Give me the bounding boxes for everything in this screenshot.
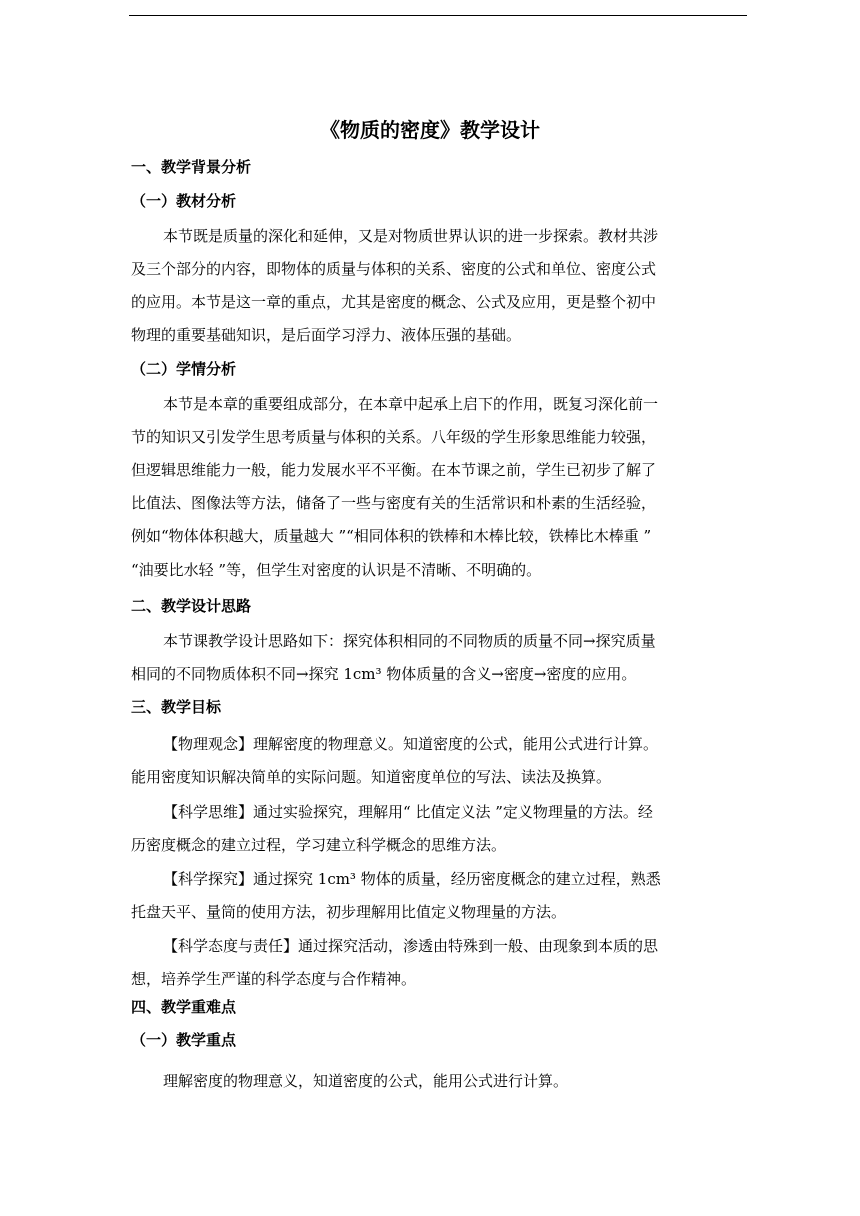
- header-rule: [129, 15, 747, 16]
- paragraph-line: 本节既是质量的深化和延伸，又是对物质世界认识的进一步探索。教材共涉: [163, 227, 659, 245]
- paragraph-line: 相同的不同物质体积不同→探究 1cm³ 物体质量的含义→密度→密度的应用。: [131, 665, 637, 683]
- paragraph-line: “油要比水轻 ”等，但学生对密度的认识是不清晰、不明确的。: [131, 561, 542, 579]
- paragraph-line: 比值法、图像法等方法，储备了一些与密度有关的生活常识和朴素的生活经验，: [131, 494, 657, 512]
- paragraph-line: 例如“物体体积越大，质量越大 ”“相同体积的铁棒和木棒比较，铁棒比木棒重 ”: [131, 527, 652, 545]
- document-title: 《物质的密度》教学设计: [320, 118, 540, 142]
- section-2-heading: 二、教学设计思路: [131, 597, 252, 615]
- section-4-heading: 四、教学重难点: [131, 998, 237, 1016]
- paragraph-line: 理解密度的物理意义，知道密度的公式，能用公式进行计算。: [163, 1072, 569, 1090]
- goal-physics-concept-cont: 能用密度知识解决简单的实际问题。知道密度单位的写法、读法及换算。: [131, 768, 612, 786]
- goal-attitude-responsibility-cont: 想，培养学生严谨的科学态度与合作精神。: [131, 970, 417, 988]
- section-1-1-heading: （一）教材分析: [131, 192, 237, 210]
- goal-physics-concept: 【物理观念】理解密度的物理意义。知道密度的公式，能用公式进行计算。: [163, 735, 659, 753]
- goal-scientific-thinking-cont: 历密度概念的建立过程，学习建立科学概念的思维方法。: [131, 836, 507, 854]
- section-1-2-heading: （二）学情分析: [131, 360, 237, 378]
- paragraph-line: 本节课教学设计思路如下：探究体积相同的不同物质的质量不同→探究质量: [163, 632, 656, 650]
- goal-attitude-responsibility: 【科学态度与责任】通过探究活动，渗透由特殊到一般、由现象到本质的思: [163, 937, 659, 955]
- goal-scientific-inquiry-cont: 托盘天平、量筒的使用方法，初步理解用比值定义物理量的方法。: [131, 903, 567, 921]
- section-4-1-heading: （一）教学重点: [131, 1031, 237, 1049]
- paragraph-line: 的应用。本节是这一章的重点，尤其是密度的概念、公式及应用，更是整个初中: [131, 293, 657, 311]
- paragraph-line: 但逻辑思维能力一般，能力发展水平不平衡。在本节课之前，学生已初步了解了: [131, 461, 657, 479]
- paragraph-line: 及三个部分的内容，即物体的质量与体积的关系、密度的公式和单位、密度公式: [131, 260, 657, 278]
- goal-scientific-inquiry: 【科学探究】通过探究 1cm³ 物体的质量，经历密度概念的建立过程，熟悉: [163, 870, 661, 888]
- paragraph-line: 物理的重要基础知识，是后面学习浮力、液体压强的基础。: [131, 326, 522, 344]
- goal-scientific-thinking: 【科学思维】通过实验探究，理解用“ 比值定义法 ”定义物理量的方法。经: [163, 803, 653, 821]
- paragraph-line: 节的知识又引发学生思考质量与体积的关系。八年级的学生形象思维能力较强，: [131, 428, 657, 446]
- paragraph-line: 本节是本章的重要组成部分，在本章中起承上启下的作用，既复习深化前一: [163, 395, 659, 413]
- section-3-heading: 三、教学目标: [131, 698, 222, 716]
- section-1-heading: 一、教学背景分析: [131, 158, 252, 176]
